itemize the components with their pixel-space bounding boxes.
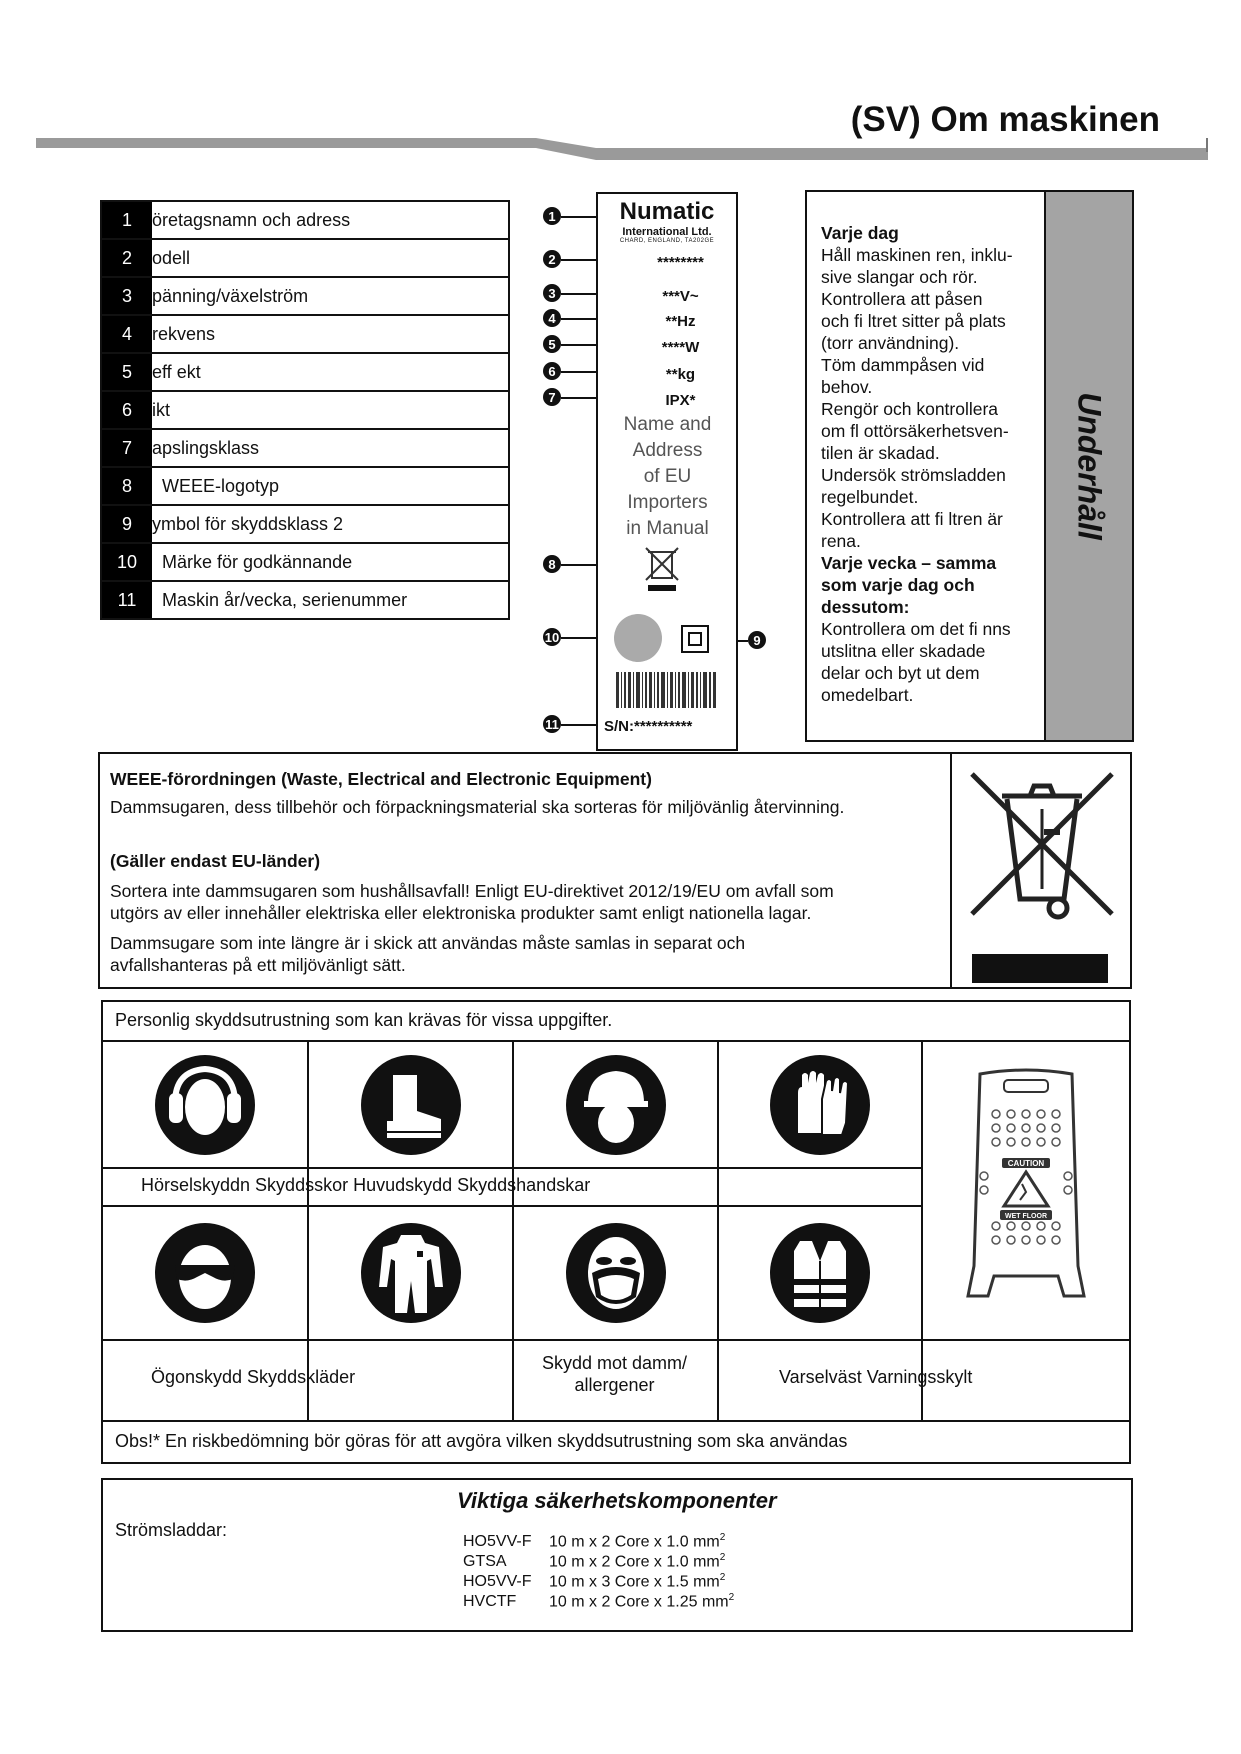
cable-row: GTSA 10 m x 2 Core x 1.0 $mm^2$ (463, 1552, 726, 1571)
callout-4: 4 (543, 309, 561, 327)
ppe-row1-labels: Hörselskyddn Skyddsskor Huvudskydd Skyddshandskar (141, 1175, 591, 1195)
safety-gloves-icon (719, 1042, 921, 1167)
callout-9: 9 (748, 631, 766, 649)
components-title: Viktiga säkerhetskomponenter (457, 1488, 777, 1513)
callout-2: 2 (543, 250, 561, 268)
callout-11: 11 (543, 715, 561, 733)
ppe-row2-label-left: Ögonskydd Skyddskläder (151, 1367, 356, 1387)
ppe-note: Obs!* En riskbedömning bör göras för att avgöra vilken skyddsutrustning som ska användas (115, 1431, 848, 1451)
legend-row: 4 rekvens (102, 316, 508, 354)
ppe-intro: Personlig skyddsutrustning som kan krävas för vissa uppgifter. (115, 1010, 613, 1030)
legend-row: 1 öretagsnamn och adress (102, 202, 508, 240)
brand-name: Numatic (619, 198, 715, 225)
maintenance-side-tab (1044, 192, 1132, 740)
header-rule (36, 134, 1208, 170)
legend-row: 10 Märke för godkännande (102, 544, 508, 582)
cable-row: HO5VV-F 10 m x 3 Core x 1.5 $mm^2$ (463, 1572, 726, 1591)
approval-mark-icon (614, 614, 662, 662)
weee-bin-icon (952, 754, 1130, 983)
class-2-icon (680, 624, 710, 654)
sign-caution-text: CAUTION (1007, 1158, 1045, 1168)
weee-text: WEEE-förordningen (Waste, Electrical and Electronic Equipment) Dammsugaren, dess tillbehör och förpackningsmaterial ska sorteras för miljövänlig återvinning. (Gäller endast EU-länder) Sortera inte dammsugaren som hushållsavfall! Enligt EU-direktivet 2012/19/EU om avfall som utgörs av eller innehåller elektriska eller elektroniska produkter samt enligt nationella lagar. Dammsugare som inte längre är i skick att användas måste samlas in separat och avfallshanteras på ett miljövänligt sätt. (110, 769, 845, 975)
legend-row: 3 pänning/växelström (102, 278, 508, 316)
rating-legend-table (100, 200, 510, 620)
ppe-row2-label-mid: Skydd mot damm/ allergener (541, 1353, 688, 1395)
page-title: (SV) Om maskinen (850, 100, 1160, 139)
callout-8: 8 (543, 555, 561, 573)
sign-wet-floor-text: WET FLOOR (1005, 1212, 1047, 1220)
protective-clothing-icon (309, 1207, 512, 1339)
ppe-row2-label-right: Varselväst Varningsskylt (779, 1367, 973, 1387)
brand-subtitle: International Ltd. (622, 226, 712, 238)
model-value: ******** (657, 254, 704, 271)
legend-row: 7 apslingsklass (102, 430, 508, 468)
legend-row: 2 odell (102, 240, 508, 278)
callout-5: 5 (543, 335, 561, 353)
maintenance-side-label: Underhåll (1071, 392, 1108, 540)
power-cords-label: Strömsladdar: (115, 1520, 228, 1540)
legend-row: 5 eff ekt (102, 354, 508, 392)
barcode-icon (616, 672, 720, 710)
power-value: ****W (661, 339, 700, 356)
cable-row: HVCTF 10 m x 2 Core x 1.25 $mm^2$ (463, 1592, 735, 1611)
serial-number: S/N:********** (604, 718, 693, 735)
weee-small-icon (642, 544, 682, 594)
hearing-protection-icon (103, 1042, 307, 1167)
callout-6: 6 (543, 362, 561, 380)
frequency-value: **Hz (665, 313, 696, 330)
dust-mask-icon (514, 1207, 717, 1339)
weight-value: **kg (665, 366, 696, 383)
weee-logo-panel (950, 754, 1130, 987)
legend-row: 8 WEEE-logotyp (102, 468, 508, 506)
maintenance-box (805, 190, 1134, 742)
safety-boots-icon (309, 1042, 512, 1167)
weee-box (98, 752, 1132, 989)
voltage-value: ***V~ (662, 288, 699, 305)
warning-sign-icon (923, 1042, 1129, 1339)
importer-address: Name and Address of EU Importers in Manual (623, 414, 712, 539)
ip-rating-value: IPX* (665, 392, 696, 409)
callout-10: 10 (544, 629, 560, 645)
brand-address: CHARD, ENGLAND, TA202GE (619, 238, 715, 244)
safety-components-box (101, 1478, 1133, 1632)
callout-1: 1 (543, 207, 561, 225)
legend-row: 9 ymbol för skyddsklass 2 (102, 506, 508, 544)
legend-row: 6 ikt (102, 392, 508, 430)
cable-row: HO5VV-F 10 m x 2 Core x 1.0 $mm^2$ (463, 1532, 726, 1551)
callout-3: 3 (543, 284, 561, 302)
head-protection-icon (514, 1042, 717, 1167)
eye-protection-icon (103, 1207, 307, 1339)
callout-7: 7 (543, 388, 561, 406)
maintenance-text: Varje dag Håll maskinen ren, inklu- sive slangar och rör. Kontrollera att påsen och fi ltret sitter på plats (torr användning). Töm dammpåsen vid behov. Rengör och kontrollera om fl ottörsäkerhetsven- tilen är skadad. Undersök strömsladden regelbundet. Kontrollera att fi ltren är rena. Varje vecka – samma som varje dag och dessutom: Kontrollera om det fi nns utslitna eller skadade delar och byt ut dem omedelbart. (821, 223, 1013, 705)
legend-row: 11 Maskin år/vecka, serienummer (102, 582, 508, 618)
rating-label (596, 192, 738, 751)
high-visibility-vest-icon (719, 1207, 921, 1339)
ppe-box (101, 1000, 1131, 1464)
